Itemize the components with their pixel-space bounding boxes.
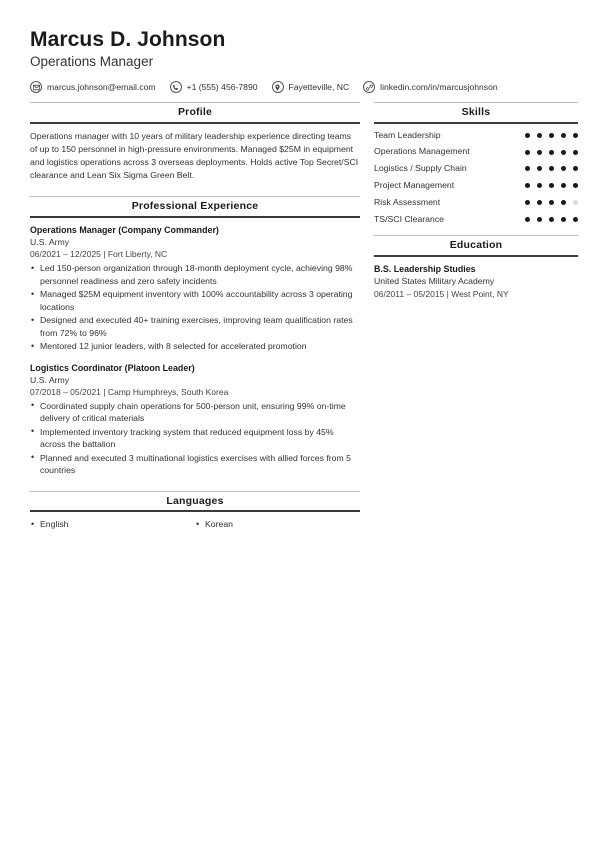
education-entry — [374, 263, 578, 300]
rating-dot-filled — [561, 200, 566, 205]
rating-dot-filled — [573, 183, 578, 188]
contact-text: +1 (555) 456-7890 — [186, 81, 258, 92]
skill-name: Risk Assessment — [374, 196, 441, 207]
contact-row — [30, 81, 578, 93]
resume-columns — [30, 102, 578, 533]
skill-row — [374, 214, 578, 225]
skill-name: TS/SCI Clearance — [374, 213, 445, 224]
rating-dot-filled — [561, 150, 566, 155]
skill-rating-dots — [518, 150, 578, 155]
education-degree: B.S. Leadership Studies — [374, 263, 476, 274]
skill-name: Team Leadership — [374, 129, 441, 140]
skill-rating-dots — [518, 133, 578, 138]
resume-header — [30, 28, 578, 93]
rating-dot-filled — [549, 183, 554, 188]
section-heading-experience: Professional Experience — [30, 196, 360, 218]
language-item: • Korean — [195, 518, 360, 531]
section-languages — [30, 491, 360, 532]
rating-dot-filled — [561, 166, 566, 171]
rating-dot-filled — [537, 200, 542, 205]
job-organization: U.S. Army — [30, 237, 70, 248]
envelope-icon — [30, 81, 42, 93]
job-bullet: • Coordinated supply chain operations for 500-person unit, ensuring 99% on-time delivery of critical materials — [30, 400, 360, 425]
rating-dot-filled — [573, 150, 578, 155]
skill-name: Project Management — [374, 180, 455, 191]
job-bullet: • Mentored 12 junior leaders, with 8 selected for accelerated promotion — [30, 340, 360, 353]
job-bullet: • Planned and executed 3 multinational logistics exercises with allied forces from 5 countries — [30, 452, 360, 477]
rating-dot-empty — [573, 200, 578, 205]
rating-dot-filled — [549, 150, 554, 155]
profile-text: Operations manager with 10 years of military leadership experience directing teams of up to 150 personnel in high-pressure environments. Managed $25M in equipment and logistics operations across 3 overseas deployments. Holds active Top Secret/SCI clearance and Lean Six Sigma Green Belt. — [30, 130, 359, 181]
section-heading-skills: Skills — [374, 102, 578, 124]
skill-row — [374, 180, 578, 191]
section-skills — [374, 102, 578, 225]
skill-row — [374, 130, 578, 141]
skill-row — [374, 197, 578, 208]
rating-dot-filled — [537, 217, 542, 222]
section-heading-education: Education — [374, 235, 578, 257]
skill-rating-dots — [518, 166, 578, 171]
education-school: United States Military Academy — [374, 276, 495, 287]
rating-dot-filled — [549, 217, 554, 222]
candidate-name: Marcus D. Johnson — [30, 28, 226, 51]
rating-dot-filled — [525, 166, 530, 171]
candidate-headline: Operations Manager — [30, 54, 154, 70]
rating-dot-filled — [549, 166, 554, 171]
section-education — [374, 235, 578, 300]
rating-dot-filled — [561, 217, 566, 222]
education-dates-location: 06/2011 – 05/2015 | West Point, NY — [374, 288, 509, 299]
skill-name: Logistics / Supply Chain — [374, 163, 467, 174]
job-bullet: • Led 150-person organization through 18-month deployment cycle, achieving 98% personnel readiness and zero safety incidents — [30, 262, 360, 287]
contact-text: Fayetteville, NC — [288, 81, 350, 92]
skills-list — [374, 130, 578, 225]
contact-item[interactable] — [363, 81, 498, 93]
rating-dot-filled — [573, 217, 578, 222]
rating-dot-filled — [525, 200, 530, 205]
rating-dot-filled — [573, 133, 578, 138]
phone-icon — [170, 81, 182, 93]
map-pin-icon — [272, 81, 284, 93]
contact-text: linkedin.com/in/marcusjohnson — [380, 81, 498, 92]
languages-list — [30, 518, 360, 531]
sidebar-column — [374, 102, 578, 302]
skill-rating-dots — [518, 217, 578, 222]
job-bullet: • Implemented inventory tracking system that reduced equipment loss by 45% across the battalion — [30, 426, 360, 451]
contact-item[interactable] — [30, 81, 156, 93]
job-title: Logistics Coordinator (Platoon Leader) — [30, 362, 195, 373]
skill-name: Operations Management — [374, 146, 470, 157]
contact-item[interactable] — [272, 81, 350, 93]
rating-dot-filled — [537, 150, 542, 155]
rating-dot-filled — [537, 166, 542, 171]
section-profile — [30, 102, 360, 182]
rating-dot-filled — [525, 183, 530, 188]
rating-dot-filled — [525, 217, 530, 222]
skill-row — [374, 146, 578, 157]
skill-rating-dots — [518, 183, 578, 188]
contact-item[interactable] — [170, 81, 258, 93]
rating-dot-filled — [561, 183, 566, 188]
rating-dot-filled — [549, 133, 554, 138]
section-heading-languages: Languages — [30, 491, 360, 513]
job-bullet-list — [30, 262, 360, 353]
job-title: Operations Manager (Company Commander) — [30, 225, 219, 236]
rating-dot-filled — [573, 166, 578, 171]
rating-dot-filled — [561, 133, 566, 138]
language-item: • English — [30, 518, 195, 531]
link-icon — [363, 81, 375, 93]
experience-entry — [30, 224, 360, 353]
rating-dot-filled — [537, 183, 542, 188]
section-heading-profile: Profile — [30, 102, 360, 124]
rating-dot-filled — [549, 200, 554, 205]
job-organization: U.S. Army — [30, 374, 70, 385]
job-bullet: • Designed and executed 40+ training exercises, improving team qualification rates from 72% to 96% — [30, 314, 360, 339]
experience-entry — [30, 362, 360, 477]
skill-rating-dots — [518, 200, 578, 205]
skill-row — [374, 163, 578, 174]
job-dates-location: 07/2018 – 05/2021 | Camp Humphreys, South Korea — [30, 386, 229, 397]
rating-dot-filled — [537, 133, 542, 138]
section-experience — [30, 196, 360, 476]
job-bullet: • Managed $25M equipment inventory with 100% accountability across 3 operating locations — [30, 288, 360, 313]
contact-text: marcus.johnson@email.com — [47, 81, 156, 92]
job-dates-location: 06/2021 – 12/2025 | Fort Liberty, NC — [30, 249, 168, 260]
main-column — [30, 102, 360, 533]
job-bullet-list — [30, 400, 360, 477]
rating-dot-filled — [525, 150, 530, 155]
rating-dot-filled — [525, 133, 530, 138]
